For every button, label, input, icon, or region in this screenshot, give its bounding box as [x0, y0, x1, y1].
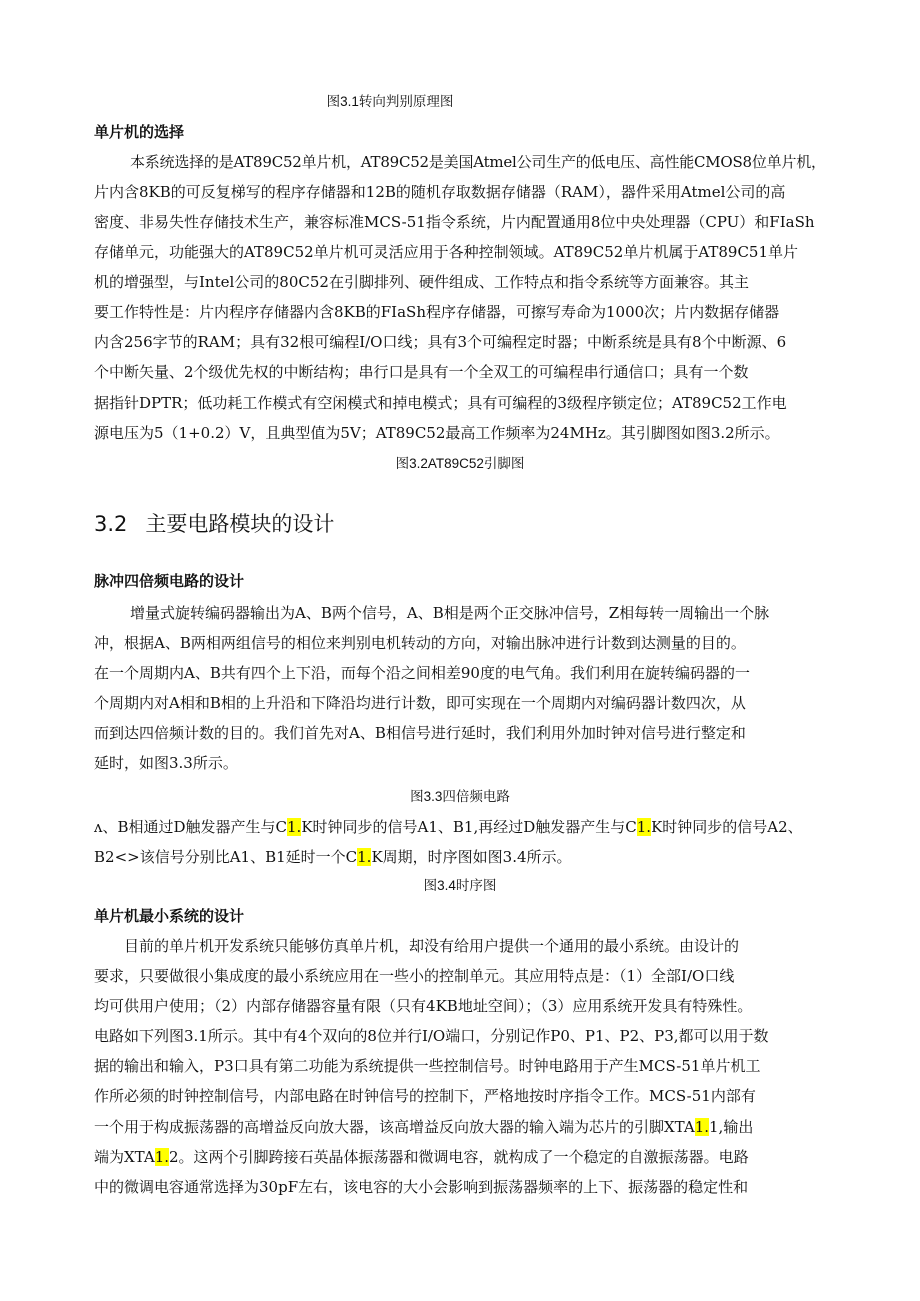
highlight-mark: 1.	[694, 1118, 710, 1136]
section-heading-3-2	[94, 511, 334, 537]
text-line: 据的输出和输入，P3口具有第二功能为系统提供一些控制信号。时钟电路用于产生MCS-51单片机工	[94, 1057, 761, 1075]
text-line: 密度、非易失性存储技术生产，兼容标准MCS-51指令系统，片内配置通用8位中央处理器（CPU）和FIaSh	[94, 213, 815, 231]
text-line: 在一个周期内A、B共有四个上下沿，而每个沿之间相差90度的电气角。我们利用在旋转编码器的一	[94, 664, 750, 682]
heading-mcu-selection: 单片机的选择	[94, 123, 185, 141]
figure-caption-3-4: 图3.4时序图	[423, 878, 497, 893]
text-line: 一个用于构成振荡器的高增益反向放大器，该高增益反向放大器的输入端为芯片的引脚XTA1.1,输出	[94, 1118, 754, 1136]
text-line: 端为XTA1.2。这两个引脚跨接石英晶体振荡器和微调电容，就构成了一个稳定的自激振荡器。电路	[94, 1148, 749, 1166]
text-line: 作所必须的时钟控制信号，内部电路在时钟信号的控制下，严格地按时序指令工作。MCS-51内部有	[94, 1087, 756, 1105]
text-line: 电路如下列图3.1所示。其中有4个双向的8位并行I/O端口，分别记作P0、P1、P2、P3,都可以用于数	[94, 1027, 769, 1045]
text-line: 据指针DPTR；低功耗工作模式有空闲模式和掉电模式；具有可编程的3级程序锁定位；AT89C52工作电	[94, 394, 787, 412]
highlight-mark: 1.	[154, 1148, 170, 1166]
figure-caption-3-3: 图3.3四倍频电路	[410, 789, 510, 804]
text-line: 机的增强型，与Intel公司的80C52在引脚排列、硬件组成、工作特点和指令系统等方面兼容。其主	[94, 273, 749, 291]
heading-pulse-quadrupler: 脉冲四倍频电路的设计	[94, 572, 245, 590]
highlight-mark: 1.	[357, 848, 372, 866]
text-line: 个周期内对A相和B相的上升沿和下降沿均进行计数，即可实现在一个周期内对编码器计数四次，从	[94, 694, 746, 712]
figure-caption-3-2: 图3.2AT89C52引脚图	[395, 456, 525, 471]
text-line: 源电压为5（1+0.2）V，且典型值为5V；AT89C52最高工作频率为24MHz。其引脚图如图3.2所示。	[94, 424, 780, 442]
text-line: 内含256字节的RAM；具有32根可编程I/O口线；具有3个可编程定时器；中断系统是具有8个中断源、6	[94, 333, 787, 351]
text-line: 本系统选择的是AT89C52单片机，AT89C52是美国Atmel公司生产的低电压、高性能CMOS8位单片机，	[130, 153, 826, 171]
section-number: 3.2	[94, 512, 128, 536]
text-line: 片内含8KB的可反复梯写的程序存储器和12B的随机存取数据存储器（RAM），器件采用Atmel公司的高	[94, 183, 786, 201]
text-line: 要工作特性是：片内程序存储器内含8KB的FIaSh程序存储器，可擦写寿命为1000次；片内数据存储器	[94, 303, 780, 321]
text-line: 存储单元，功能强大的AT89C52单片机可灵活应用于各种控制领域。AT89C52单片机属于AT89C51单片	[94, 243, 799, 261]
text-line: 中的微调电容通常选择为30pF左右，该电容的大小会影响到振荡器频率的上下、振荡器的稳定性和	[94, 1178, 749, 1196]
text-line: 要求，只要做很小集成度的最小系统应用在一些小的控制单元。其应用特点是：（1）全部I/O口线	[94, 967, 735, 985]
text-line: B2<>该信号分别比A1、B1延时一个C1.K周期，时序图如图3.4所示。	[94, 848, 572, 866]
section-title: 主要电路模块的设计	[145, 512, 335, 536]
text-line: 增量式旋转编码器输出为A、B两个信号，A、B相是两个正交脉冲信号，Z相每转一周输出一个脉	[130, 604, 770, 622]
text-line: 而到达四倍频计数的目的。我们首先对A、B相信号进行延时，我们利用外加时钟对信号进行整定和	[94, 724, 746, 742]
text-line: ʌ、B相通过D触发器产生与C1.K时钟同步的信号A1、B1,再经过D触发器产生与C1.K时钟同步的信号A2、	[94, 818, 803, 836]
figure-caption-3-1: 图3.1转向判别原理图	[326, 94, 454, 109]
text-line: 冲，根据A、B两相两组信号的相位来判别电机转动的方向，对输出脉冲进行计数到达测量的目的。	[94, 634, 746, 652]
heading-minimum-system: 单片机最小系统的设计	[94, 907, 245, 925]
text-line: 个中断矢量、2个级优先权的中断结构；串行口是具有一个全双工的可编程串行通信口；具有一个数	[94, 363, 749, 381]
text-line: 目前的单片机开发系统只能够仿真单片机，却没有给用户提供一个通用的最小系统。由设计的	[124, 937, 740, 955]
text-line: 均可供用户使用；（2）内部存储器容量有限（只有4KB地址空间）；（3）应用系统开发具有特殊性。	[94, 997, 753, 1015]
highlight-mark: 1.	[287, 818, 302, 836]
text-line: 延时，如图3.3所示。	[94, 754, 238, 772]
highlight-mark: 1.	[636, 818, 652, 836]
